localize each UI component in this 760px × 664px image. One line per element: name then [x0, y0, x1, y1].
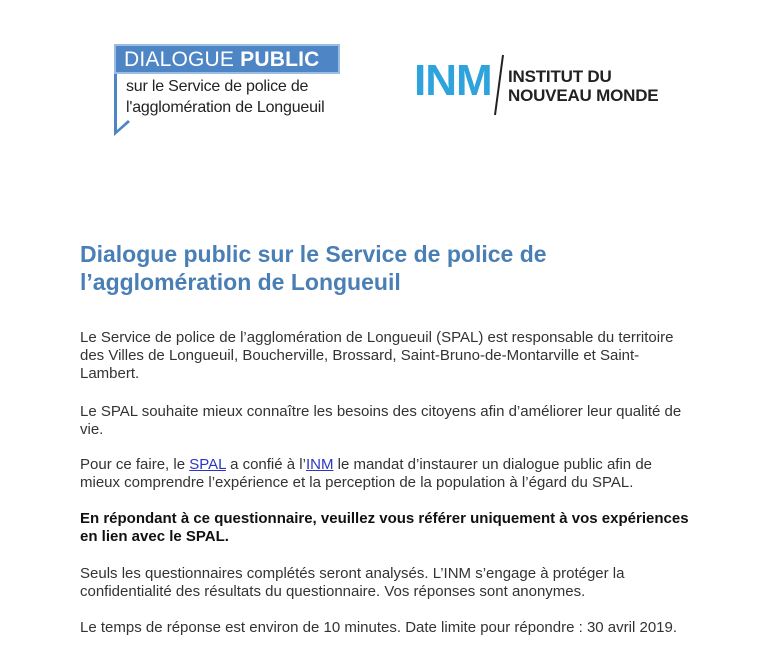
inm-link[interactable]: INM	[305, 456, 334, 473]
slash-divider-icon	[492, 53, 506, 117]
intro-paragraph: Le Service de police de l’agglomération de Longueuil (SPAL) est responsable du territoire des Villes de Longueuil, Boucherville, Brossard, Saint-Bruno-de-Montarville et Saint-Lambert.	[80, 329, 674, 382]
deadline-paragraph: Le temps de réponse est environ de 10 minutes. Date limite pour répondre : 30 avril 2019.	[80, 619, 678, 636]
dialogue-subtitle-line2: l'agglomération de Longueuil	[126, 99, 325, 116]
dialogue-subtitle-line1: sur le Service de police de	[126, 78, 309, 95]
inm-name-line1: INSTITUT DU	[508, 67, 612, 86]
mandate-text-2: a confié à l’	[225, 456, 306, 473]
confidentiality-paragraph: Seuls les questionnaires complétés seront analysés. L’INM s’engage à protéger la confidentialité des résultats du questionnaire. Vos réponses sont anonymes.	[80, 565, 625, 600]
inm-name-line2: NOUVEAU MONDE	[508, 86, 659, 105]
spal-link[interactable]: SPAL	[189, 456, 226, 473]
mandate-text-3: le mandat d’instaurer un dialogue public afin de mieux comprendre l’expérience et la perception de la population à l’égard du SPAL.	[80, 456, 652, 491]
mandate-text-1: Pour ce faire, le	[80, 456, 190, 473]
mandate-paragraph	[80, 456, 695, 492]
dialogue-title-bold: PUBLIC	[240, 48, 320, 71]
goal-paragraph: Le SPAL souhaite mieux connaître les besoins des citoyens afin d’améliorer leur qualité de vie.	[80, 403, 682, 438]
dialogue-public-logo	[114, 44, 344, 136]
inm-acronym: INM	[414, 56, 492, 105]
dialogue-public-title	[114, 44, 340, 74]
speech-bubble-tail-icon	[114, 120, 130, 136]
instruction-paragraph: En répondant à ce questionnaire, veuillez vous référer uniquement à vos expériences en lien avec le SPAL.	[80, 510, 689, 545]
dialogue-title-light: DIALOGUE	[124, 48, 241, 71]
page-title: Dialogue public sur le Service de police de l’agglomération de Longueuil	[80, 241, 547, 295]
inm-logo	[414, 55, 664, 117]
